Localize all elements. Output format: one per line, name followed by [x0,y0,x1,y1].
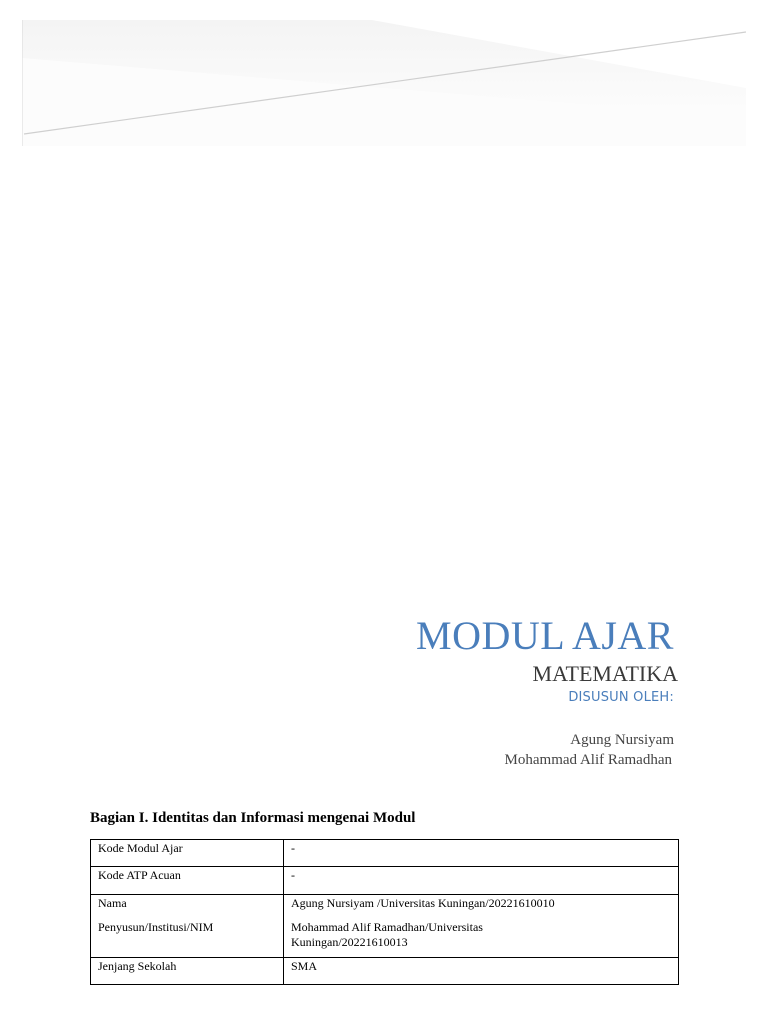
row-value: SMA [284,958,679,985]
row-label: Kode ATP Acuan [91,867,284,895]
compiled-by-label: DISUSUN OLEH: [568,690,674,705]
table-row [91,958,679,985]
row-label-line: Penyusun/Institusi/NIM [98,920,214,934]
section-heading: Bagian I. Identitas dan Informasi mengenai Modul [90,810,416,826]
row-value-line: Kuningan/20221610013 [291,935,408,949]
row-label-line: Nama [98,896,127,910]
module-title: MODUL AJAR [416,613,674,658]
line-gap [98,911,276,920]
row-value: - [284,867,679,895]
row-label: Kode Modul Ajar [91,840,284,867]
row-value-line: Mohammad Alif Ramadhan/Universitas [291,920,483,934]
table-row [91,867,679,895]
row-value [284,895,679,958]
row-label: Jenjang Sekolah [91,958,284,985]
subject-title: MATEMATIKA [532,661,678,686]
row-label [91,895,284,958]
module-identity-table [90,839,679,985]
author-name: Mohammad Alif Ramadhan [504,752,672,768]
author-name: Agung Nursiyam [570,732,674,748]
row-value-line: Agung Nursiyam /Universitas Kuningan/20221610010 [291,896,555,910]
table-row [91,895,679,958]
table-row [91,840,679,867]
header-banner-graphic [22,18,746,146]
row-value: - [284,840,679,867]
line-gap [291,911,671,920]
